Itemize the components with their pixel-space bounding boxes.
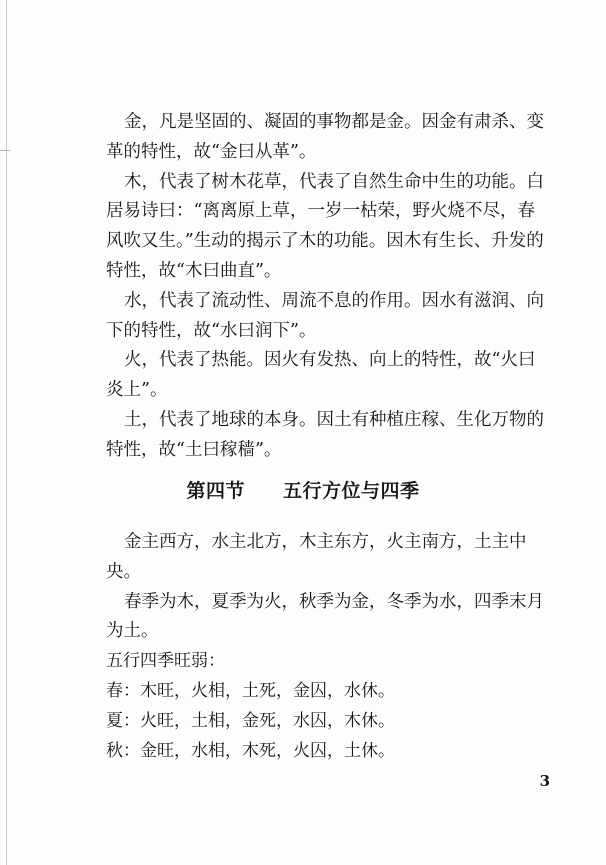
paragraph-directions: 金主西方，水主北方，木主东方，火主南方，土主中央。 [106, 532, 527, 582]
body-text-top [106, 108, 550, 466]
paragraph-seasons: 春季为木，夏季为火，秋季为金，冬季为水，四季末月为土。 [106, 591, 544, 642]
paragraph-earth: 土，代表了地球的本身。因土有种植庄稼、生化万物的特性，故“土曰稼穑”。 [106, 409, 544, 460]
page-edge-line [6, 0, 7, 865]
season-row-autumn: 秋：金旺，水相，木死，火囚，土休。 [106, 740, 395, 761]
paragraph-metal: 金，凡是坚固的、凝固的事物都是金。因金有肃杀、变革的特性，故“金曰从革”。 [106, 112, 544, 162]
season-row-summer: 夏：火旺，土相，金死，水囚，木休。 [106, 710, 395, 731]
section-heading [0, 476, 606, 503]
page-number: 3 [539, 772, 550, 790]
body-text-bottom [106, 528, 550, 766]
page-edge-mark [0, 150, 10, 151]
section-number: 第四节 [186, 480, 245, 502]
season-row-spring: 春：木旺，火相，土死，金囚，水休。 [106, 680, 395, 701]
paragraph-fire: 火，代表了热能。因火有发热、向上的特性，故“火曰炎上”。 [106, 350, 536, 401]
paragraph-wood: 木，代表了树木花草，代表了自然生命中生的功能。白居易诗曰：“离离原上草，一岁一枯荣，野火烧不尽，春风吹又生。”生动的揭示了木的功能。因木有生长、升发的特性，故“木曰曲直”。 [106, 171, 544, 281]
section-title-text: 五行方位与四季 [283, 480, 420, 502]
paragraph-water: 水，代表了流动性、周流不息的作用。因水有滋润、向下的特性，故“水曰润下”。 [106, 290, 544, 341]
seasons-heading: 五行四季旺弱： [106, 651, 225, 672]
